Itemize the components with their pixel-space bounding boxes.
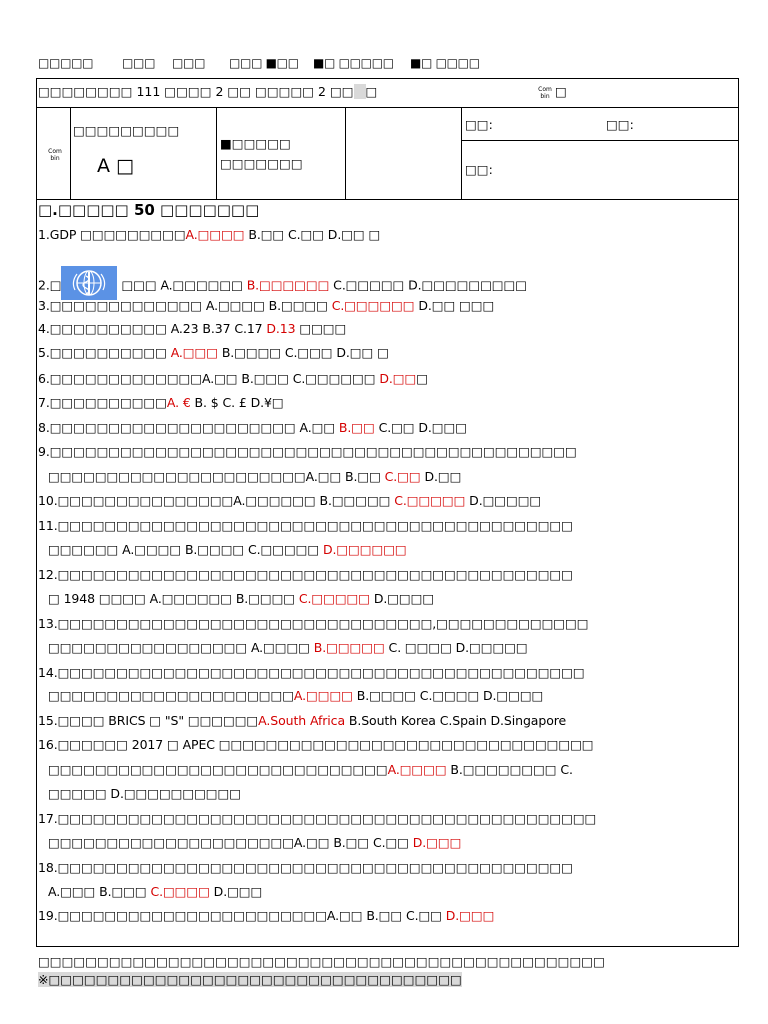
header-divider-1 bbox=[36, 107, 739, 108]
question-stem: 13.□□□□□□□□□□□□□□□□□□□□□□□□□□□□□□□□,□□□□□□□□□□□□□ bbox=[38, 616, 589, 631]
answer-options: B.South Korea C.Spain D.Singapore bbox=[345, 713, 567, 728]
subject-name: □□□□□□□□□ bbox=[73, 123, 180, 138]
correct-answer: D.13 bbox=[266, 321, 296, 336]
question-line-q19 bbox=[38, 908, 494, 923]
number-label: □□: bbox=[606, 117, 634, 132]
answer-options: C.□□ D.□□□ bbox=[374, 420, 467, 435]
question-line-q12a bbox=[38, 567, 573, 582]
correct-answer: B.□□□□□□ bbox=[246, 277, 330, 293]
correct-answer: A.□□□□ bbox=[185, 227, 245, 242]
name-label: □□: bbox=[465, 162, 493, 177]
top-option-1: □□□ ■□□ bbox=[229, 56, 299, 70]
question-stem: 7.□□□□□□□□□□ bbox=[38, 395, 167, 410]
answer-options: B. $ C. £ D.¥□ bbox=[190, 395, 284, 410]
question-stem: 14.□□□□□□□□□□□□□□□□□□□□□□□□□□□□□□□□□□□□□□□□□□□□□ bbox=[38, 665, 585, 680]
who-logo-icon bbox=[61, 266, 117, 300]
col-divider-3 bbox=[345, 107, 346, 199]
question-stem: 5.□□□□□□□□□□ bbox=[38, 345, 171, 360]
correct-answer: A.□□□ bbox=[170, 345, 218, 360]
question-stem: 8.□□□□□□□□□□□□□□□□□□□□□ A.□□ bbox=[38, 420, 339, 435]
section-title: □.□□□□□ 50 □□□□□□□ bbox=[38, 201, 260, 219]
question-stem: 16.□□□□□□ 2017 □ APEC □□□□□□□□□□□□□□□□□□□□□□□□□□□□□□□□ bbox=[38, 737, 594, 752]
correct-answer: A.□□□□ bbox=[387, 762, 447, 777]
correct-answer: C.□□□□□ bbox=[394, 493, 466, 508]
paper-version: A □ bbox=[97, 155, 134, 177]
correct-answer: A.South Africa bbox=[258, 713, 345, 728]
correct-answer: A.□□□□ bbox=[293, 688, 353, 703]
correct-answer: D.□□ bbox=[379, 371, 417, 386]
question-stem: □□□ A.□□□□□□ bbox=[121, 277, 247, 293]
top-field-3: □□□ bbox=[172, 56, 206, 70]
combin-mark-left: Com bin bbox=[48, 148, 62, 162]
question-line-q4 bbox=[38, 321, 346, 336]
answer-options: D.□□ bbox=[420, 469, 462, 484]
answer-options: D.□□□ bbox=[209, 884, 263, 899]
top-field-2: □□□ bbox=[122, 56, 156, 70]
question-line-q16b bbox=[48, 762, 573, 777]
question-stem: 18.□□□□□□□□□□□□□□□□□□□□□□□□□□□□□□□□□□□□□□□□□□□□ bbox=[38, 860, 573, 875]
question-number: 2.□ bbox=[38, 277, 62, 293]
correct-answer: B.□□ bbox=[338, 420, 375, 435]
correct-answer: C.□□□□□ bbox=[298, 591, 370, 606]
question-stem: 1.GDP □□□□□□□□□ bbox=[38, 227, 186, 242]
question-stem: 11.□□□□□□□□□□□□□□□□□□□□□□□□□□□□□□□□□□□□□□□□□□□□ bbox=[38, 518, 573, 533]
combin-mark-right: Com bin bbox=[538, 86, 552, 100]
answer-options: C.□□□□□ D.□□□□□□□□□ bbox=[329, 277, 527, 293]
question-stem: 17.□□□□□□□□□□□□□□□□□□□□□□□□□□□□□□□□□□□□□□□□□□□□□□ bbox=[38, 811, 597, 826]
top-option-2: ■□ □□□□□ bbox=[313, 56, 394, 70]
question-line-q17b bbox=[48, 835, 461, 850]
top-option-3: ■□ □□□□ bbox=[410, 56, 480, 70]
correct-answer: D.□□□ bbox=[412, 835, 462, 850]
question-line-q16a bbox=[38, 737, 594, 752]
answer-options: D.□□□□□ bbox=[465, 493, 542, 508]
question-line-q18b bbox=[48, 884, 262, 899]
question-line-q5 bbox=[38, 345, 389, 360]
question-stem: 15.□□□□ BRICS □ "S" □□□□□□ bbox=[38, 713, 259, 728]
question-line-q6 bbox=[38, 371, 428, 386]
answer-options: B.□□□□ C.□□□□ D.□□□□ bbox=[352, 688, 544, 703]
question-line-q9b bbox=[48, 469, 461, 484]
question-stem: □□□□□□□□□□□□□□□□□□□□□□A.□□ B.□□ bbox=[48, 469, 385, 484]
question-line-q3 bbox=[38, 298, 494, 313]
answer-options: B.□□□□ C.□□□ D.□□ □ bbox=[217, 345, 389, 360]
question-line-q11a bbox=[38, 518, 573, 533]
correct-answer: D.□□□ bbox=[445, 908, 495, 923]
question-stem: □□□□□ D.□□□□□□□□□□ bbox=[48, 786, 241, 801]
info-divider bbox=[461, 140, 739, 141]
question-stem: 10.□□□□□□□□□□□□□□□A.□□□□□□ B.□□□□□ bbox=[38, 493, 395, 508]
question-line-q1 bbox=[38, 227, 380, 242]
question-stem: 6.□□□□□□□□□□□□□A.□□ B.□□□ C.□□□□□□ bbox=[38, 371, 380, 386]
answer-options: D.□□ □□□ bbox=[414, 298, 495, 313]
footer-note-2: ※□□□□□□□□□□□□□□□□□□□□□□□□□□□□□□□□□□□ bbox=[38, 972, 462, 987]
combin-mark-right-tail: □ bbox=[555, 84, 567, 99]
exam-type-line2: □□□□□□□ bbox=[220, 156, 303, 171]
question-stem: 19.□□□□□□□□□□□□□□□□□□□□□□□A.□□ B.□□ C.□□ bbox=[38, 908, 446, 923]
question-stem: □□□□□□□□□□□□□□□□□□□□□ bbox=[48, 688, 294, 703]
class-label: □□: bbox=[465, 117, 493, 132]
question-stem: 12.□□□□□□□□□□□□□□□□□□□□□□□□□□□□□□□□□□□□□□□□□□□□ bbox=[38, 567, 573, 582]
col-divider-1 bbox=[70, 107, 71, 199]
correct-answer: C.□□ bbox=[384, 469, 421, 484]
question-line-q7 bbox=[38, 395, 284, 410]
top-field-1: □□□□□ bbox=[38, 56, 94, 70]
question-line-q10 bbox=[38, 493, 541, 508]
question-stem: A.□□□ B.□□□ bbox=[48, 884, 151, 899]
question-line-q8 bbox=[38, 420, 467, 435]
col-divider-2 bbox=[216, 107, 217, 199]
question-line-q16c bbox=[48, 786, 241, 801]
question-line-q14a bbox=[38, 665, 585, 680]
question-line-q18a bbox=[38, 860, 573, 875]
question-line-q11b bbox=[48, 542, 407, 557]
correct-answer: A. € bbox=[166, 395, 191, 410]
answer-options: □ bbox=[416, 371, 428, 386]
header-divider-2 bbox=[36, 199, 739, 200]
correct-answer: C.□□□□ bbox=[150, 884, 210, 899]
question-line-q12b bbox=[48, 591, 434, 606]
question-line-q9a bbox=[38, 444, 577, 459]
question-stem: 4.□□□□□□□□□□ A.23 B.37 C.17 bbox=[38, 321, 267, 336]
answer-options: □□□□ bbox=[295, 321, 347, 336]
exam-type-line1: ■□□□□□ bbox=[220, 136, 291, 151]
question-line-q13b bbox=[48, 640, 528, 655]
question-line-q17a bbox=[38, 811, 596, 826]
question-stem: 3.□□□□□□□□□□□□□ A.□□□□ B.□□□□ bbox=[38, 298, 332, 313]
question-stem: □□□□□□□□□□□□□□□□□□□□□A.□□ B.□□ C.□□ bbox=[48, 835, 413, 850]
question-stem: □□□□□□ A.□□□□ B.□□□□ C.□□□□□ bbox=[48, 542, 323, 557]
answer-options: B.□□ C.□□ D.□□ □ bbox=[244, 227, 381, 242]
question-stem: □ 1948 □□□□ A.□□□□□□ B.□□□□ bbox=[48, 591, 299, 606]
question-stem: □□□□□□□□□□□□□□□□□□□□□□□□□□□□□ bbox=[48, 762, 388, 777]
question-line-q13a bbox=[38, 616, 588, 631]
correct-answer: C.□□□□□□ bbox=[331, 298, 415, 313]
correct-answer: B.□□□□□ bbox=[313, 640, 385, 655]
question-stem: □□□□□□□□□□□□□□□□□ A.□□□□ bbox=[48, 640, 314, 655]
footer-note-1: □□□□□□□□□□□□□□□□□□□□□□□□□□□□□□□□□□□□□□□□□□□□□□□□ bbox=[38, 954, 605, 969]
correct-answer: D.□□□□□□ bbox=[322, 542, 407, 557]
question-line-q14b bbox=[48, 688, 543, 703]
answer-options: D.□□□□ bbox=[369, 591, 435, 606]
answer-options: B.□□□□□□□□ C. bbox=[446, 762, 573, 777]
col-divider-4 bbox=[461, 107, 462, 199]
question-line-q15 bbox=[38, 713, 566, 728]
answer-options: C. □□□□ D.□□□□□ bbox=[384, 640, 528, 655]
question-stem: 9.□□□□□□□□□□□□□□□□□□□□□□□□□□□□□□□□□□□□□□□□□□□□□ bbox=[38, 444, 577, 459]
exam-title: □□□□□□□□ 111 □□□□ 2 □□ □□□□□ 2 □□ □ bbox=[38, 84, 378, 99]
